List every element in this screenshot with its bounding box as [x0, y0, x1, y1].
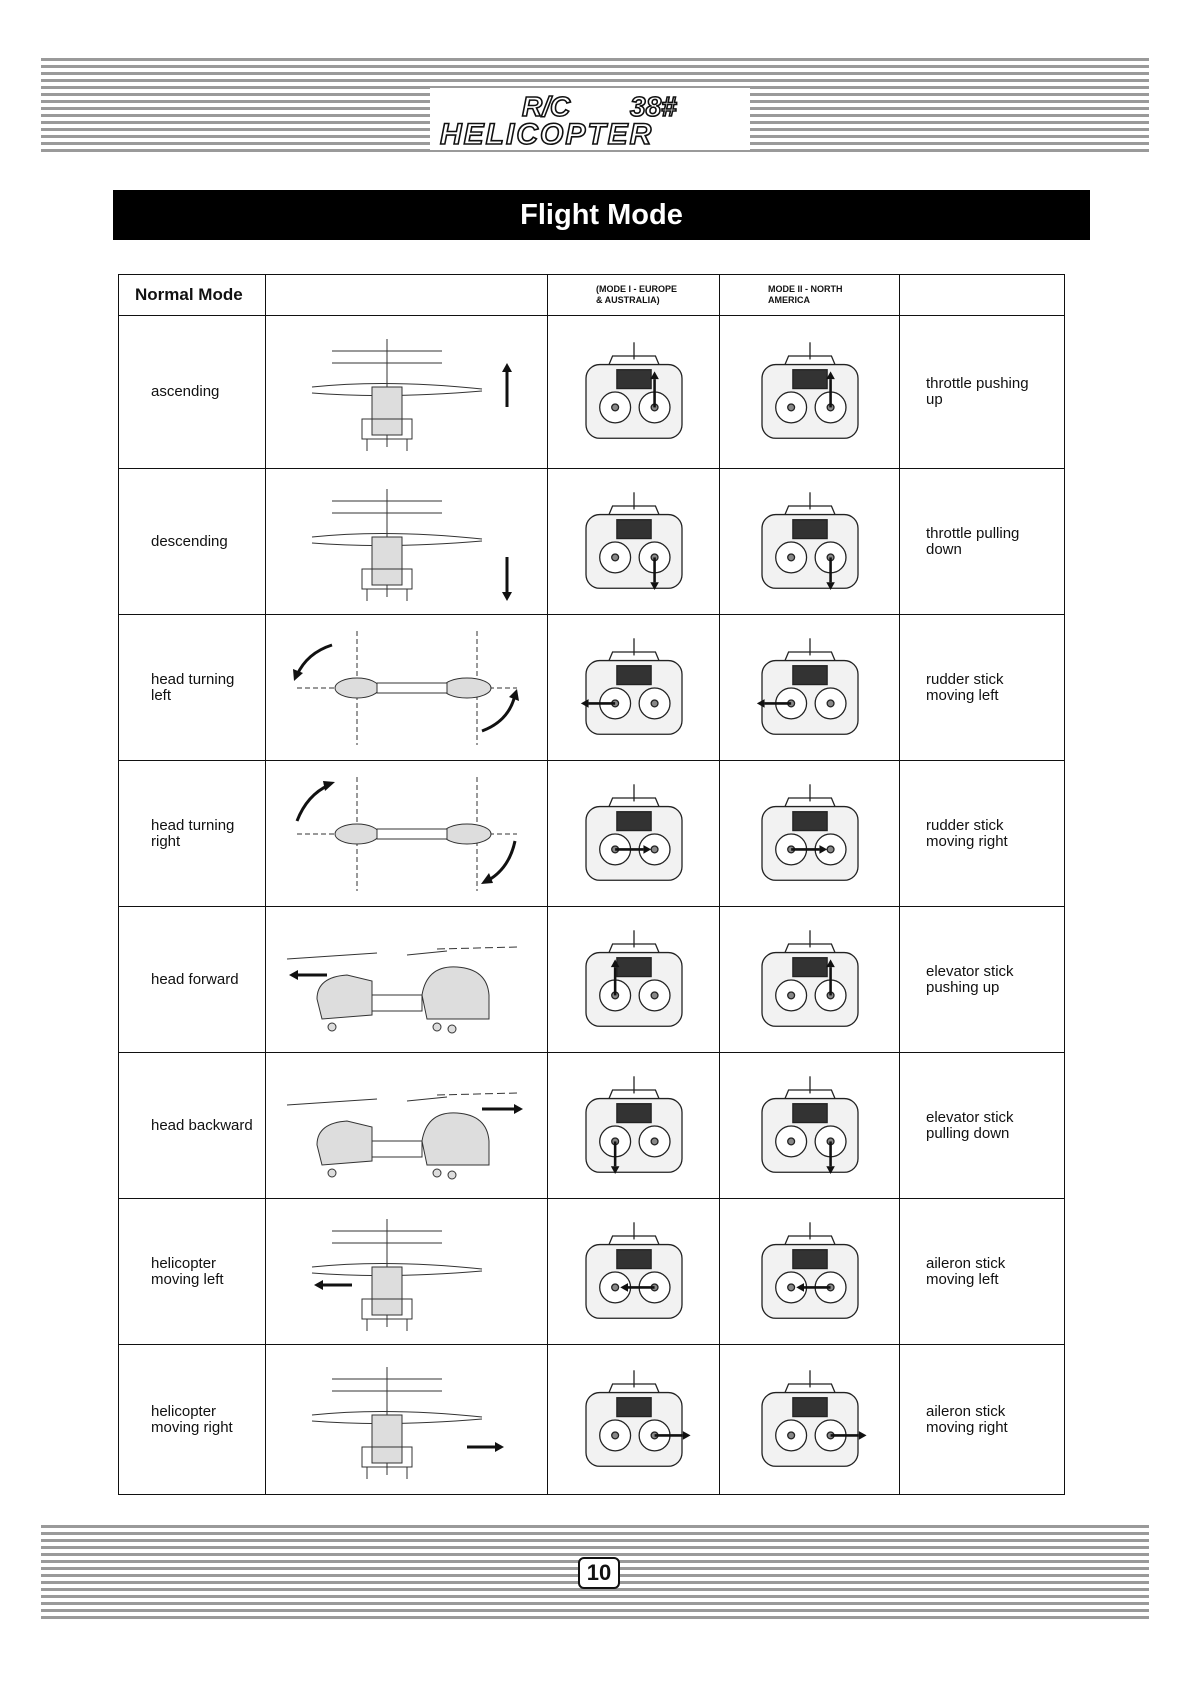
logo-number: 38# — [630, 91, 677, 122]
transmitter-icon — [750, 1360, 870, 1480]
mode2-transmitter — [720, 1053, 900, 1199]
header-mode1-line1: (MODE I - EUROPE — [596, 284, 678, 294]
mode1-transmitter — [548, 1345, 720, 1495]
stick-description-line: moving right — [926, 1418, 1008, 1436]
table-row — [119, 316, 1065, 469]
table-row — [119, 469, 1065, 615]
helicopter-illustration — [266, 615, 548, 761]
mode-name-line: right — [151, 832, 181, 850]
table-row — [119, 615, 1065, 761]
mode-name-line: head backward — [151, 1116, 253, 1134]
mode-name-line: head turning — [151, 670, 235, 688]
mode2-transmitter — [720, 316, 900, 469]
stick-description — [900, 761, 1065, 907]
mode-name — [119, 1053, 266, 1199]
transmitter-icon — [750, 774, 870, 894]
table-row — [119, 907, 1065, 1053]
mode-name — [119, 761, 266, 907]
transmitter-icon — [750, 482, 870, 602]
mode1-transmitter — [548, 1053, 720, 1199]
stick-description — [900, 316, 1065, 469]
stick-description-line: moving right — [926, 832, 1008, 850]
stick-description — [900, 615, 1065, 761]
mode2-transmitter — [720, 907, 900, 1053]
transmitter-icon — [750, 628, 870, 748]
table-row — [119, 1199, 1065, 1345]
mode1-transmitter — [548, 1199, 720, 1345]
helicopter-illustration — [266, 1345, 548, 1495]
transmitter-icon — [574, 482, 694, 602]
mode-name-line: left — [151, 686, 172, 704]
mode2-transmitter — [720, 761, 900, 907]
stick-description-line: moving left — [926, 686, 999, 704]
mode1-transmitter — [548, 907, 720, 1053]
helicopter-icon — [282, 1355, 532, 1485]
flight-mode-table — [118, 274, 1065, 1495]
stick-description-line: rudder stick — [926, 816, 1004, 834]
transmitter-icon — [574, 628, 694, 748]
stick-description — [900, 907, 1065, 1053]
mode-name-line: helicopter — [151, 1254, 217, 1272]
helicopter-icon — [282, 477, 532, 607]
mode2-transmitter — [720, 1345, 900, 1495]
transmitter-icon — [574, 1066, 694, 1186]
transmitter-icon — [750, 920, 870, 1040]
transmitter-icon — [574, 1212, 694, 1332]
helicopter-illustration — [266, 907, 548, 1053]
stick-description — [900, 1345, 1065, 1495]
mode1-transmitter — [548, 469, 720, 615]
stick-description-line: aileron stick — [926, 1402, 1006, 1420]
transmitter-icon — [750, 1212, 870, 1332]
stick-description-line: up — [926, 391, 943, 408]
mode-name-line: head forward — [151, 970, 239, 988]
mode1-transmitter — [548, 615, 720, 761]
helicopter-icon — [282, 1207, 532, 1337]
stick-description-line: aileron stick — [926, 1254, 1006, 1272]
stripe-line — [41, 79, 1149, 82]
helicopter-icon — [282, 327, 532, 457]
table-header-row — [119, 275, 1065, 316]
helicopter-icon — [277, 1061, 537, 1191]
stripe-line — [41, 1595, 1149, 1598]
stripe-line — [41, 58, 1149, 61]
transmitter-icon — [750, 332, 870, 452]
mode-name-line: helicopter — [151, 1402, 217, 1420]
stripe-line — [41, 1609, 1149, 1612]
header-mode2-line2: AMERICA — [768, 295, 810, 305]
header-normal-mode: Normal Mode — [119, 275, 266, 316]
helicopter-illustration — [266, 1053, 548, 1199]
mode-name-line: ascending — [151, 383, 220, 400]
mode2-transmitter — [720, 1199, 900, 1345]
stick-description — [900, 1053, 1065, 1199]
mode-name — [119, 1345, 266, 1495]
header-description — [900, 275, 1065, 316]
mode-name — [119, 907, 266, 1053]
header-mode1-line2: & AUSTRALIA) — [596, 295, 660, 305]
table-row — [119, 1345, 1065, 1495]
rc-helicopter-logo — [430, 88, 750, 150]
stripe-line — [41, 1525, 1149, 1528]
page-title: Flight Mode — [113, 190, 1090, 240]
stick-description — [900, 1199, 1065, 1345]
stripe-line — [41, 72, 1149, 75]
stick-description-line: down — [926, 540, 962, 558]
stripe-line — [41, 1616, 1149, 1619]
mode1-transmitter — [548, 761, 720, 907]
mode-name-line: descending — [151, 532, 228, 550]
stripe-line — [41, 1539, 1149, 1542]
stick-description-line: elevator stick — [926, 1108, 1014, 1126]
stripe-line — [41, 1532, 1149, 1535]
mode-name-line: head turning — [151, 816, 235, 834]
stick-description — [900, 469, 1065, 615]
stripe-line — [41, 1602, 1149, 1605]
helicopter-icon — [277, 769, 537, 899]
mode-name — [119, 1199, 266, 1345]
mode-name — [119, 615, 266, 761]
mode2-transmitter — [720, 615, 900, 761]
stick-description-line: pulling down — [926, 1124, 1010, 1142]
stripe-line — [41, 1546, 1149, 1549]
stick-description-line: throttle pulling — [926, 524, 1020, 542]
helicopter-illustration — [266, 316, 548, 469]
table-row — [119, 1053, 1065, 1199]
logo-line2: HELICOPTER — [440, 118, 654, 150]
mode2-transmitter — [720, 469, 900, 615]
stick-description-line: throttle pushing — [926, 375, 1029, 392]
header-mode1 — [548, 275, 720, 316]
table-row — [119, 761, 1065, 907]
stripe-line — [41, 65, 1149, 68]
transmitter-icon — [574, 920, 694, 1040]
helicopter-illustration — [266, 469, 548, 615]
transmitter-icon — [574, 774, 694, 894]
header-mode2 — [720, 275, 900, 316]
stick-description-line: moving left — [926, 1270, 999, 1288]
header-mode2-line1: MODE II - NORTH — [768, 284, 843, 294]
stick-description-line: pushing up — [926, 978, 1000, 996]
logo-line1: R/C — [522, 91, 571, 122]
mode-name-line: moving right — [151, 1418, 233, 1436]
stripe-line — [41, 1553, 1149, 1556]
helicopter-icon — [277, 915, 537, 1045]
transmitter-icon — [750, 1066, 870, 1186]
helicopter-illustration — [266, 1199, 548, 1345]
header-illustration — [266, 275, 548, 316]
mode1-transmitter — [548, 316, 720, 469]
transmitter-icon — [574, 332, 694, 452]
mode-name — [119, 316, 266, 469]
stick-description-line: rudder stick — [926, 670, 1004, 688]
mode-name-line: moving left — [151, 1270, 224, 1288]
helicopter-illustration — [266, 761, 548, 907]
stick-description-line: elevator stick — [926, 962, 1014, 980]
mode-name — [119, 469, 266, 615]
helicopter-icon — [277, 623, 537, 753]
transmitter-icon — [574, 1360, 694, 1480]
page-number: 10 — [578, 1557, 620, 1589]
